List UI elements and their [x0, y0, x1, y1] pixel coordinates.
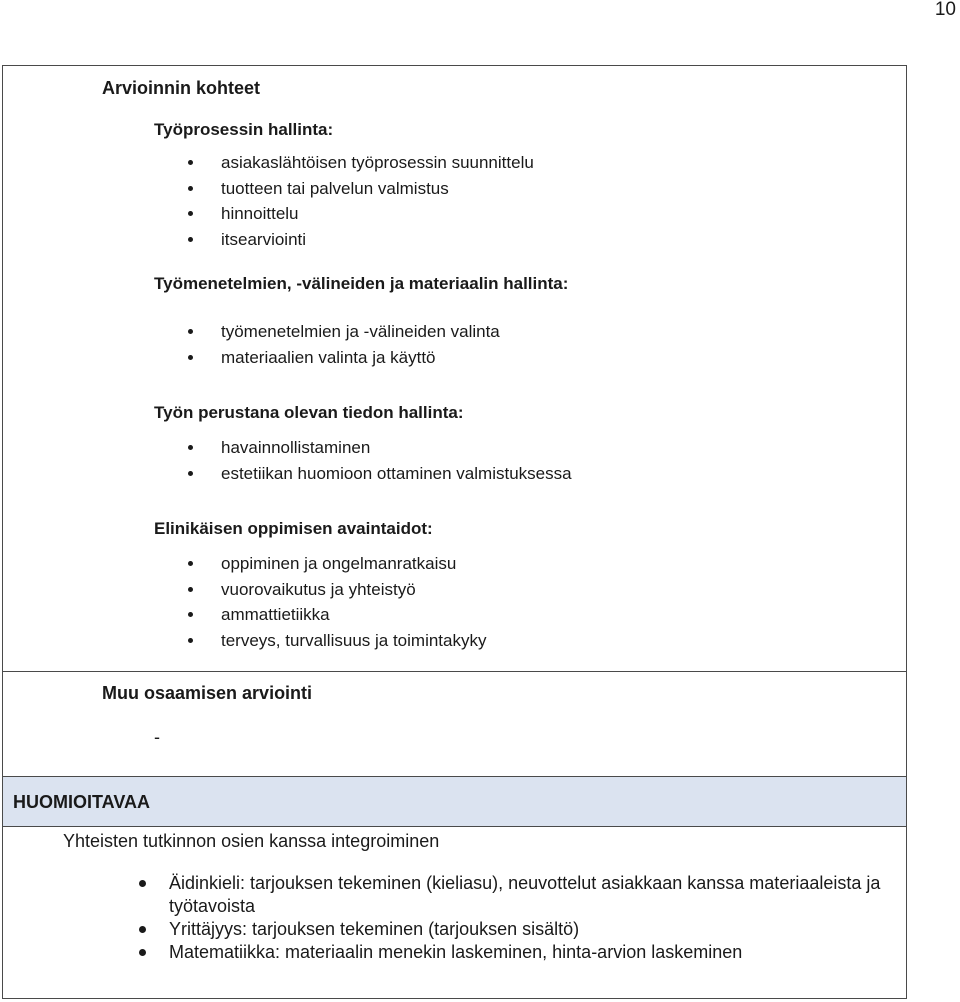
bullet-icon	[139, 949, 146, 956]
list-item: työmenetelmien ja -välineiden valinta	[221, 319, 500, 345]
bullet-icon	[188, 211, 193, 216]
notice-heading: HUOMIOITAVAA	[13, 792, 150, 812]
notice-list	[169, 872, 889, 964]
bullet-list	[221, 551, 486, 653]
group-title: Elinikäisen oppimisen avaintaidot:	[154, 519, 433, 538]
assessment-heading: Arvioinnin kohteet	[102, 78, 261, 98]
bullet-icon	[139, 926, 146, 933]
bullet-list	[221, 435, 572, 486]
list-item: havainnollistaminen	[221, 435, 572, 461]
bullet-icon	[139, 880, 146, 887]
bullet-icon	[188, 160, 193, 165]
assessment-table	[2, 65, 907, 999]
list-item: asiakaslähtöisen työprosessin suunnittelu	[221, 150, 534, 176]
list-item: terveys, turvallisuus ja toimintakyky	[221, 628, 486, 654]
page-number: 10	[934, 0, 956, 20]
row-divider	[3, 671, 906, 672]
bullet-icon	[188, 471, 193, 476]
group-title: Työmenetelmien, -välineiden ja materiaalin hallinta:	[154, 274, 569, 293]
other-assessment-value: -	[154, 727, 160, 747]
group-title: Työprosessin hallinta:	[154, 120, 334, 139]
list-item: vuorovaikutus ja yhteistyö	[221, 577, 486, 603]
row-divider	[3, 776, 906, 777]
list-item: hinnoittelu	[221, 201, 534, 227]
bullet-icon	[188, 561, 193, 566]
notice-intro: Yhteisten tutkinnon osien kanssa integroiminen	[63, 831, 440, 851]
list-item: estetiikan huomioon ottaminen valmistuksessa	[221, 461, 572, 487]
bullet-icon	[188, 638, 193, 643]
bullet-list	[221, 319, 500, 370]
row-divider	[3, 826, 906, 827]
list-item: materiaalien valinta ja käyttö	[221, 345, 500, 371]
list-item: tuotteen tai palvelun valmistus	[221, 176, 534, 202]
list-item: Matematiikka: materiaalin menekin laskeminen, hinta-arvion laskeminen	[169, 941, 889, 964]
list-item: ammattietiikka	[221, 602, 486, 628]
list-item: oppiminen ja ongelmanratkaisu	[221, 551, 486, 577]
bullet-icon	[188, 587, 193, 592]
bullet-list	[221, 150, 534, 252]
bullet-icon	[188, 355, 193, 360]
list-item: itsearviointi	[221, 227, 534, 253]
bullet-icon	[188, 445, 193, 450]
bullet-icon	[188, 237, 193, 242]
bullet-icon	[188, 186, 193, 191]
bullet-icon	[188, 612, 193, 617]
group-title: Työn perustana olevan tiedon hallinta:	[154, 403, 464, 422]
bullet-icon	[188, 329, 193, 334]
list-item: Yrittäjyys: tarjouksen tekeminen (tarjouksen sisältö)	[169, 918, 889, 941]
other-assessment-heading: Muu osaamisen arviointi	[102, 683, 313, 703]
list-item: Äidinkieli: tarjouksen tekeminen (kieliasu), neuvottelut asiakkaan kanssa materiaaleista ja työtavoista	[169, 872, 889, 918]
